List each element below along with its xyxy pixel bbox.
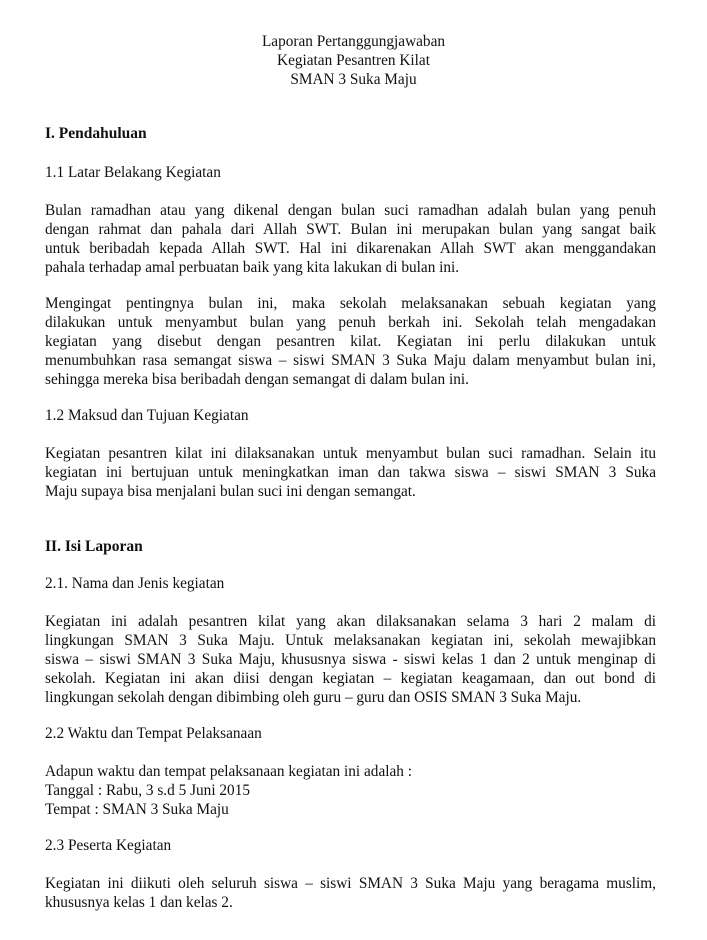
paragraph-line: Kegiatan ini adalah pesantren kilat yang akan dilaksanakan selama 3 hari 2 malam di bbox=[45, 613, 656, 630]
report-title-line-3: SMAN 3 Suka Maju bbox=[290, 71, 417, 88]
section-1-heading: I. Pendahuluan bbox=[45, 125, 147, 142]
paragraph-line: lingkungan SMAN 3 Suka Maju. Untuk melaksanakan kegiatan ini, sekolah mewajibkan bbox=[45, 632, 656, 649]
subsection-1-2-heading: 1.2 Maksud dan Tujuan Kegiatan bbox=[45, 407, 249, 424]
paragraph-line: Maju supaya bisa menjalani bulan suci ini dengan semangat. bbox=[45, 483, 416, 500]
subsection-2-3-heading: 2.3 Peserta Kegiatan bbox=[45, 837, 172, 854]
subsection-1-1-heading: 1.1 Latar Belakang Kegiatan bbox=[45, 164, 221, 181]
paragraph-line: Kegiatan pesantren kilat ini dilaksanakan untuk menyambut bulan suci ramadhan. Selain itu bbox=[45, 445, 656, 462]
schedule-intro: Adapun waktu dan tempat pelaksanaan kegiatan ini adalah : bbox=[45, 763, 412, 780]
paragraph-line: Mengingat pentingnya bulan ini, maka sekolah melaksanakan sebuah kegiatan yang bbox=[45, 295, 656, 312]
paragraph-line: dengan rahmat dan pahala dari Allah SWT. Bulan ini merupakan bulan yang sangat baik bbox=[45, 221, 656, 238]
paragraph-line: Bulan ramadhan atau yang dikenal dengan bulan suci ramadhan adalah bulan yang penuh bbox=[45, 202, 656, 219]
paragraph-line: pahala terhadap amal perbuatan baik yang kita lakukan di bulan ini. bbox=[45, 259, 460, 276]
subsection-2-1-heading: 2.1. Nama dan Jenis kegiatan bbox=[45, 575, 225, 592]
paragraph-line: lingkungan sekolah dengan dibimbing oleh guru – guru dan OSIS SMAN 3 Suka Maju. bbox=[45, 689, 582, 706]
subsection-2-2-heading: 2.2 Waktu dan Tempat Pelaksanaan bbox=[45, 725, 262, 742]
paragraph-line: dilakukan untuk menyambut bulan yang penuh berkah ini. Sekolah telah mengadakan bbox=[45, 314, 656, 331]
paragraph-line: Kegiatan ini diikuti oleh seluruh siswa – siswi SMAN 3 Suka Maju yang beragama muslim, bbox=[45, 875, 656, 892]
report-title-line-2: Kegiatan Pesantren Kilat bbox=[277, 52, 430, 69]
paragraph-line: siswa – siswi SMAN 3 Suka Maju, khususnya siswa - siswi kelas 1 dan 2 untuk menginap di bbox=[45, 651, 656, 668]
paragraph-line: khususnya kelas 1 dan kelas 2. bbox=[45, 894, 233, 911]
section-2-heading: II. Isi Laporan bbox=[45, 538, 143, 555]
paragraph-line: sekolah. Kegiatan ini akan diisi dengan kegiatan – kegiatan keagamaan, dan out bond di bbox=[45, 670, 656, 687]
schedule-date: Tanggal : Rabu, 3 s.d 5 Juni 2015 bbox=[45, 782, 250, 799]
paragraph-line: sehingga mereka bisa beribadah dengan semangat di dalam bulan ini. bbox=[45, 371, 469, 388]
paragraph-line: untuk beribadah kepada Allah SWT. Hal ini dikarenakan Allah SWT akan menggandakan bbox=[45, 240, 656, 257]
report-title-line-1: Laporan Pertanggungjawaban bbox=[261, 33, 446, 50]
paragraph-line: kegiatan yang disebut dengan pesantren kilat. Kegiatan ini perlu dilakukan untuk bbox=[45, 333, 656, 350]
paragraph-line: menumbuhkan rasa semangat siswa – siswi SMAN 3 Suka Maju dalam menyambut bulan ini, bbox=[45, 352, 656, 369]
paragraph-line: kegiatan ini bertujuan untuk meningkatkan iman dan takwa siswa – siswi SMAN 3 Suka bbox=[45, 464, 656, 481]
schedule-place: Tempat : SMAN 3 Suka Maju bbox=[45, 801, 229, 818]
